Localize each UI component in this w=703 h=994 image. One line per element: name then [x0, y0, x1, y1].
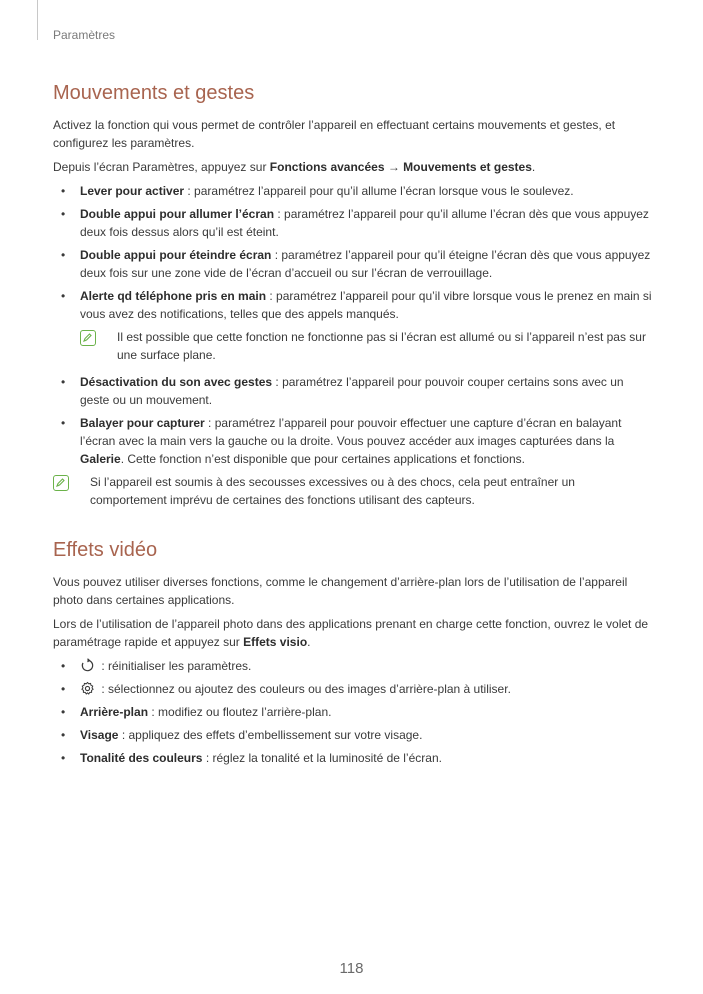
navigation-path: Depuis l’écran Paramètres, appuyez sur Fonctions avancées → Mouvements et gestes. [53, 160, 536, 174]
gesture-options-list-2 [53, 373, 653, 468]
list-item: • Lever pour activer : paramétrez l’appareil pour qu’il allume l’écran lorsque vous le soulevez. [53, 182, 653, 200]
video-effects-list [53, 657, 653, 767]
list-item: • Désactivation du son avec gestes : paramétrez l’appareil pour pouvoir couper certains sons avec un geste ou un mouvement. [53, 373, 653, 409]
note-pencil-icon [53, 475, 69, 491]
page-number: 118 [339, 960, 364, 977]
section-intro: Vous pouvez utiliser diverses fonctions, comme le changement d’arrière-plan lors de l’utilisation de l’appareil photo dans certaines applications. [53, 575, 628, 607]
path-step-motions-gestures: Mouvements et gestes [403, 160, 532, 174]
list-item: • Arrière-plan : modifiez ou floutez l’arrière-plan. [53, 703, 653, 721]
running-header: Paramètres [53, 28, 116, 42]
list-item: • Alerte qd téléphone pris en main : paramétrez l’appareil pour qu’il vibre lorsque vous le prenez en main si vous avez des notifications, telles que des appels manqués. [53, 287, 653, 323]
note-pencil-icon [80, 330, 96, 346]
note-callout: Il est possible que cette fonction ne fonctionne pas si l’écran est allumé ou si l’appareil n’est pas sur une surface plane. [80, 328, 653, 364]
list-item: • Double appui pour allumer l’écran : paramétrez l’appareil pour qu’il allume l’écran dès que vous appuyez deux fois dessus alors qu’il est éteint. [53, 205, 653, 241]
navigation-path: Lors de l’utilisation de l’appareil photo dans des applications prenant en charge cette fonction, ouvrez le volet de paramétrage rapide et appuyez sur Effets visio. [53, 617, 649, 649]
section-intro: Activez la fonction qui vous permet de contrôler l’appareil en effectuant certains mouvements et gestes, et configurez les paramètres. [53, 118, 616, 150]
list-item: • Visage : appliquez des effets d’embellissement sur votre visage. [53, 726, 653, 744]
list-item: • Balayer pour capturer : paramétrez l’appareil pour pouvoir effectuer une capture d’écran en balayant l’écran avec la main vers la gauche ou la droite. Vous pouvez accéder aux images capturées dans la Galerie. Cette fonction n’est disponible que pour certaines applications et fonctions. [53, 414, 653, 468]
path-step-video-effects: Effets visio [243, 635, 308, 649]
page-content [53, 80, 653, 772]
gallery-app-name: Galerie [80, 452, 121, 466]
section-title-gestures: Mouvements et gestes [53, 82, 255, 104]
reset-icon [80, 658, 95, 673]
settings-gear-icon [80, 681, 95, 696]
gesture-options-list [53, 182, 653, 323]
page-edge-rule [37, 0, 38, 40]
section-title-video-effects: Effets vidéo [53, 539, 158, 561]
path-step-advanced-features: Fonctions avancées [269, 160, 385, 174]
note-callout: Si l’appareil est soumis à des secousses excessives ou à des chocs, cela peut entraîner un comportement imprévu de certaines des fonctions utilisant des capteurs. [53, 473, 653, 509]
list-item: • Tonalité des couleurs : réglez la tonalité et la luminosité de l’écran. [53, 749, 653, 767]
list-item: • : réinitialiser les paramètres. [53, 657, 653, 675]
list-item: • Double appui pour éteindre écran : paramétrez l’appareil pour qu’il éteigne l’écran dès que vous appuyez deux fois sur une zone vide de l’écran d’accueil ou sur l’écran de verrouillage. [53, 246, 653, 282]
list-item: • : sélectionnez ou ajoutez des couleurs ou des images d’arrière-plan à utiliser. [53, 680, 653, 698]
